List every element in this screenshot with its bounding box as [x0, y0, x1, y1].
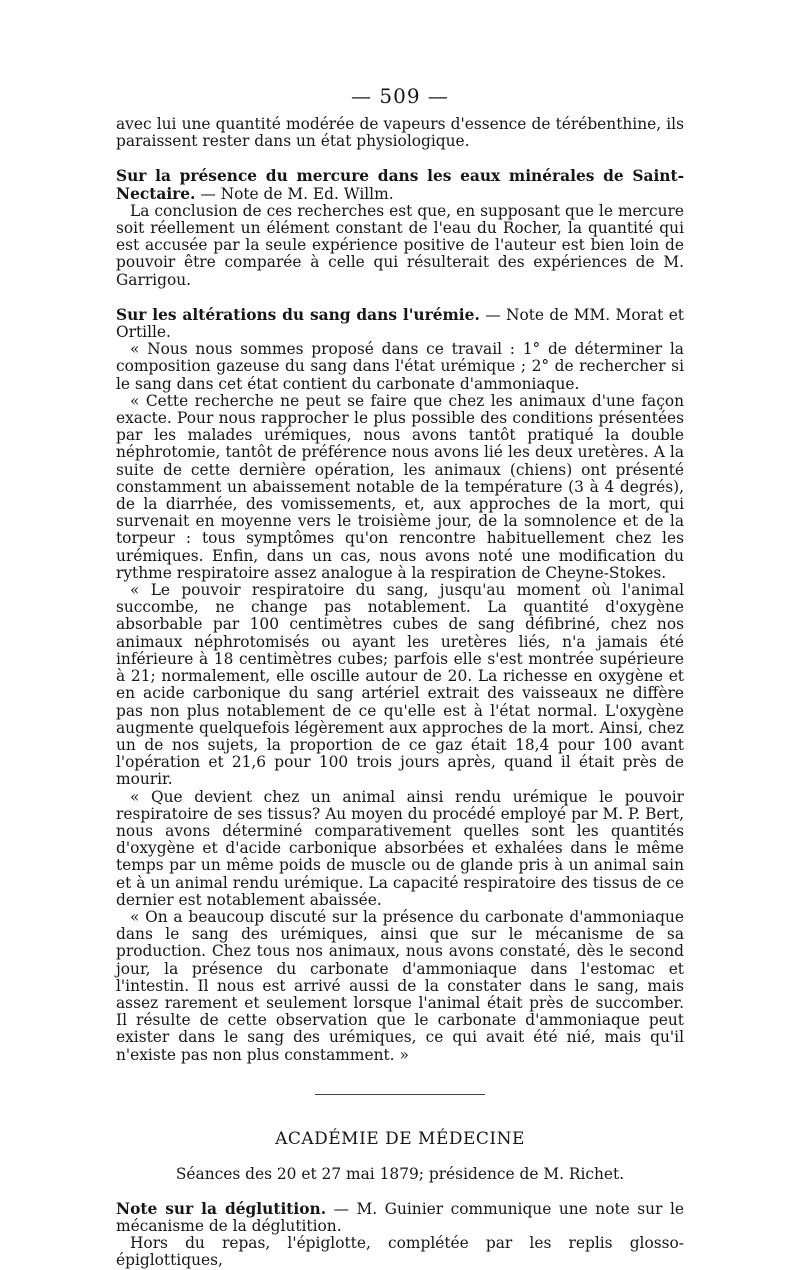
page-number: — 509 — [351, 84, 449, 108]
uremie-paragraph-3: « Le pouvoir respiratoire du sang, jusqu'au moment où l'animal succombe, ne change pas notablement. La quantité d'oxygène absorbable par 100 centimètres cubes de sang défibriné, chez nos animaux néphrotomisés ou ayant les uretères liés, n'a jamais été inférieure à 18 centimètres cubes; parfois elle s'est montrée supérieure à 21; normalement, elle oscille autour de 20. La richesse en oxygène et en acide carbonique du sang artériel extrait des vaisseaux ne diffère pas non plus notablement de ce qu'elle est à l'état normal. L'oxygène augmente quelquefois légèrement aux approches de la mort. Ainsi, chez un de nos sujets, la proportion de ce gaz était 18,4 pour 100 avant l'opération et 21,6 pour 100 trois jours après, quand il était près de mourir. [116, 581, 684, 789]
deglutition-heading-paragraph [116, 1201, 684, 1235]
academie-session: Séances des 20 et 27 mai 1879; présidence de M. Richet. [175, 1164, 625, 1183]
uremie-paragraph-1: « Nous nous sommes proposé dans ce travail : 1° de déterminer la composition gazeuse du sang dans l'état urémique ; 2° de rechercher si le sang dans cet état contient du carbonate d'ammoniaque. [116, 340, 684, 393]
deglutition-byline: — M. Guinier communique une note sur le mécanisme de la déglutition. [116, 1199, 684, 1235]
uremie-paragraph-2: « Cette recherche ne peut se faire que chez les animaux d'une façon exacte. Pour nous rapprocher le plus possible des conditions présentées par les malades urémiques, nous avons tantôt pratiqué la double néphrotomie, tantôt de préférence nous avons lié les deux uretères. A la suite de cette dernière opération, les animaux (chiens) ont présenté constamment un abaissement notable de la température (3 à 4 degrés), de la diarrhée, des vomissements, et, aux approches de la mort, qui survenait en moyenne vers le troisième jour, de la somnolence et de la torpeur : tous symptômes qu'on rencontre habituellement chez les urémiques. Enfin, dans un cas, nous avons noté une modification du rythme respiratoire assez analogue à la respiration de Cheyne-Stokes. [116, 391, 684, 582]
uremie-heading-paragraph [116, 307, 684, 341]
section-divider [315, 1094, 485, 1095]
mercure-title: Sur la présence du mercure dans les eaux minérales de Saint-Nectaire. [116, 167, 684, 203]
intro-paragraph: avec lui une quantité modérée de vapeurs d'essence de térébenthine, ils paraissent rester dans un état physiologique. [116, 115, 684, 151]
uremie-title: Sur les altérations du sang dans l'urémie. [116, 305, 480, 324]
mercure-heading-paragraph [116, 168, 684, 202]
mercure-byline: — Note de M. Ed. Willm. [195, 184, 394, 203]
uremie-paragraph-5: « On a beaucoup discuté sur la présence du carbonate d'ammoniaque dans le sang des urémiques, ainsi que sur le mécanisme de sa production. Chez tous nos animaux, nous avons constaté, dès le second jour, la présence du carbonate d'ammoniaque dans l'estomac et l'intestin. Il nous est arrivé aussi de la constater dans le sang, mais assez rarement et seulement lorsque l'animal était près de succomber. Il résulte de cette observation que le carbonate d'ammoniaque peut exister dans le sang des urémiques, ce qui avait été nié, mais qu'il n'existe pas non plus constamment. » [116, 907, 684, 1064]
deglutition-body: Hors du repas, l'épiglotte, complétée par les replis glosso-épiglottiques, [116, 1234, 684, 1270]
deglutition-title: Note sur la déglutition. [116, 1199, 327, 1218]
academie-heading: ACADÉMIE DE MÉDECINE [275, 1128, 525, 1149]
mercure-body: La conclusion de ces recherches est que, en supposant que le mercure soit réellement un élément constant de l'eau du Rocher, la quantité qui est accusée par la seule expérience positive de l'auteur est bien loin de pouvoir être comparée à celle qui résulterait des expériences de M. Garrigou. [116, 201, 684, 289]
uremie-paragraph-4: « Que devient chez un animal ainsi rendu urémique le pouvoir respiratoire de ses tissus? Au moyen du procédé employé par M. P. Bert, nous avons déterminé comparativement quelles sont les quantités d'oxygène et d'acide carbonique absorbées et exhalées dans le même temps par un même poids de muscle ou de glande pris à un animal sain et à un animal rendu urémique. La capacité respiratoire des tissus de ce dernier est notablement abaissée. [116, 787, 684, 909]
text-column [116, 116, 684, 1270]
uremie-byline: — Note de MM. Morat et Ortille. [116, 305, 684, 342]
